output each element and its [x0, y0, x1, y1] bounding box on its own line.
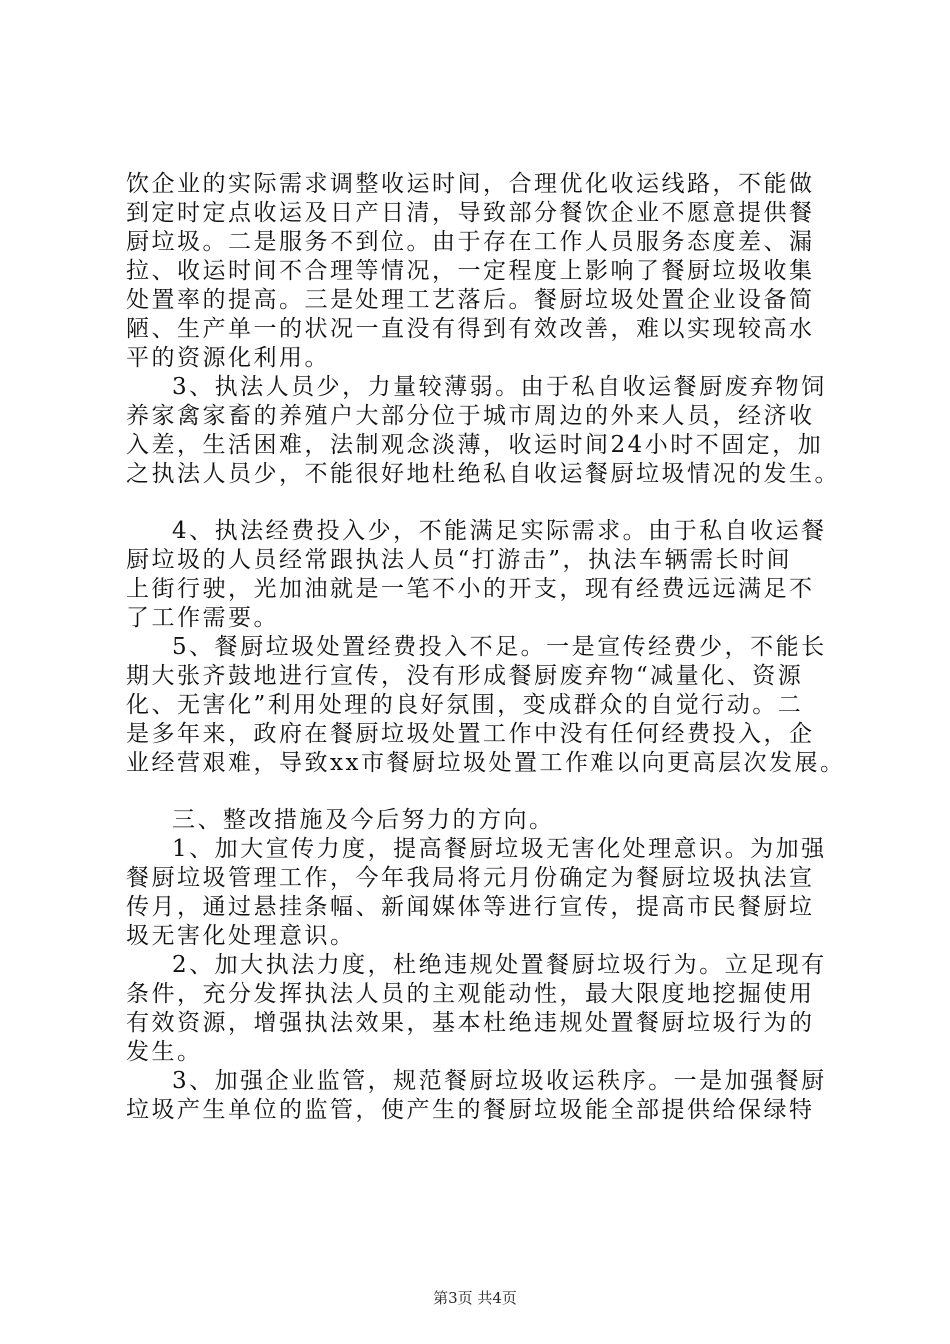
- text-line: 到定时定点收运及日产日清，导致部分餐饮企业不愿意提供餐: [126, 200, 815, 226]
- text-line: 入差，生活困难，法制观念淡薄，收运时间24小时不固定，加: [126, 432, 824, 458]
- text-line: 业经营艰难，导致xx市餐厨垃圾处置工作难以向更高层次发展。: [126, 750, 846, 776]
- text-line: 处置率的提高。三是处理工艺落后。餐厨垃圾处置企业设备简: [126, 287, 815, 313]
- text-line: 了工作需要。: [126, 605, 279, 631]
- text-line: 传月，通过悬挂条幅、新闻媒体等进行宣传，提高市民餐厨垃: [126, 894, 815, 920]
- text-line: 平的资源化利用。: [126, 345, 330, 371]
- text-line: 化、无害化”利用处理的良好氛围，变成群众的自觉行动。二: [126, 692, 804, 718]
- text-line: 期大张齐鼓地进行宣传，没有形成餐厨废弃物“减量化、资源: [126, 663, 804, 689]
- text-line: 有效资源，增强执法效果，基本杜绝违规处置餐厨垃圾行为的: [126, 1010, 815, 1036]
- section-heading: 三、整改措施及今后努力的方向。: [172, 807, 555, 833]
- paragraph-start-line: 3、执法人员少，力量较薄弱。由于私自收运餐厨废弃物饲: [172, 374, 827, 400]
- text-line: 条件，充分发挥执法人员的主观能动性，最大限度地挖掘使用: [126, 981, 815, 1007]
- paragraph-start-line: 1、加大宣传力度，提高餐厨垃圾无害化处理意识。为加强: [172, 836, 827, 862]
- paragraph-start-line: 3、加强企业监管，规范餐厨垃圾收运秩序。一是加强餐厨: [172, 1068, 827, 1094]
- text-line: 之执法人员少，不能很好地杜绝私自收运餐厨垃圾情况的发生。: [126, 461, 840, 487]
- text-line: 养家禽家畜的养殖户大部分位于城市周边的外来人员，经济收: [126, 403, 815, 429]
- text-line: 圾无害化处理意识。: [126, 923, 356, 949]
- paragraph-gap: [126, 778, 841, 806]
- page-number-footer: 第3页 共4页: [433, 1289, 517, 1307]
- text-line: 拉、收运时间不合理等情况，一定程度上影响了餐厨垃圾收集: [126, 258, 815, 284]
- paragraph-gap: [126, 489, 841, 517]
- paragraph-start-line: 4、执法经费投入少，不能满足实际需求。由于私自收运餐: [172, 518, 827, 544]
- text-line: 厨垃圾的人员经常跟执法人员“打游击”，执法车辆需长时间: [126, 547, 793, 573]
- document-body: [126, 170, 846, 1125]
- paragraph-start-line: 2、加大执法力度，杜绝违规处置餐厨垃圾行为。立足现有: [172, 952, 827, 978]
- text-line: 垃圾产生单位的监管，使产生的餐厨垃圾能全部提供给保绿特: [126, 1097, 815, 1123]
- text-line: 上街行驶，光加油就是一笔不小的开支，现有经费远远满足不: [126, 576, 815, 602]
- text-line: 陋、生产单一的状况一直没有得到有效改善，难以实现较高水: [126, 316, 815, 342]
- text-line: 发生。: [126, 1039, 203, 1065]
- text-line: 餐厨垃圾管理工作，今年我局将元月份确定为餐厨垃圾执法宣: [126, 865, 815, 891]
- text-line: 厨垃圾。二是服务不到位。由于存在工作人员服务态度差、漏: [126, 229, 815, 255]
- text-line: 饮企业的实际需求调整收运时间，合理优化收运线路，不能做: [126, 171, 815, 197]
- text-line: 是多年来，政府在餐厨垃圾处置工作中没有任何经费投入，企: [126, 721, 815, 747]
- paragraph-start-line: 5、餐厨垃圾处置经费投入不足。一是宣传经费少，不能长: [172, 634, 827, 660]
